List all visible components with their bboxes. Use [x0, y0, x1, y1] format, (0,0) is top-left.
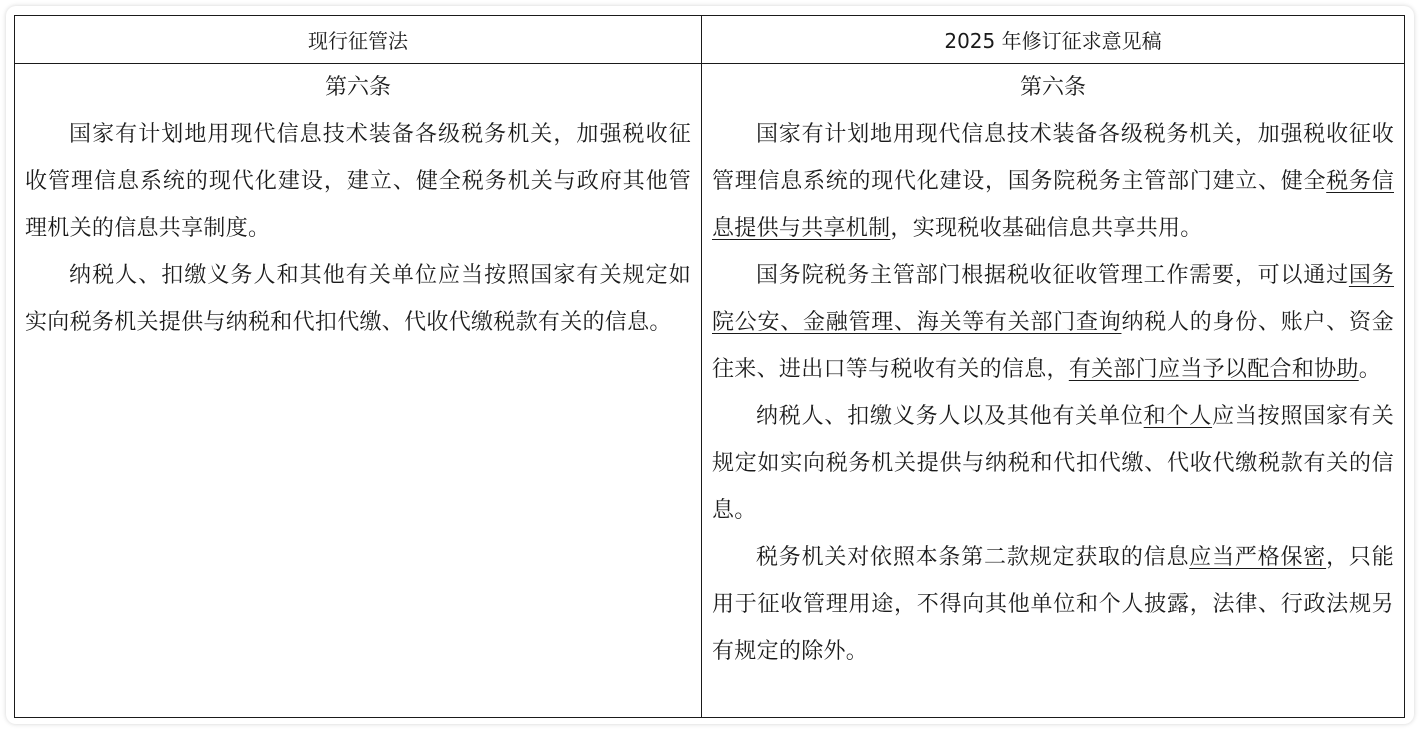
draft-p2-text-b: 纳税人的身份、账户、资金往来、进出口等与税收有关的信息，	[712, 310, 1394, 382]
draft-p3-underlined-change: 和个人	[1143, 404, 1213, 429]
draft-paragraph-4	[712, 534, 1394, 675]
draft-p2-text-c: 。	[1358, 357, 1382, 382]
current-paragraph-1: 国家有计划地用现代信息技术装备各级税务机关，加强税收征收管理信息系统的现代化建设，建立、健全税务机关与政府其他管理机关的信息共享制度。	[25, 122, 691, 241]
draft-paragraph-2	[712, 252, 1394, 393]
draft-p1-underlined-change: 税务信息提供与共享机制	[712, 169, 1394, 241]
draft-p2-underlined-change-1: 国务院公安、金融管理、海关等有关部门查询	[712, 263, 1394, 335]
draft-p2-underlined-change-2: 有关部门应当予以配合和协助	[1068, 357, 1359, 382]
current-paragraph-2: 纳税人、扣缴义务人和其他有关单位应当按照国家有关规定如实向税务机关提供与纳税和代扣代缴、代收代缴税款有关的信息。	[25, 263, 691, 335]
current-article-title: 第六条	[324, 75, 391, 100]
header-current-law: 现行征管法	[15, 16, 702, 64]
draft-paragraph-1	[712, 111, 1394, 252]
draft-p4-underlined-change: 应当严格保密	[1189, 545, 1327, 570]
header-2025-draft: 2025 年修订征求意见稿	[702, 16, 1405, 64]
draft-paragraph-3	[712, 393, 1394, 534]
content-row	[15, 64, 1405, 718]
draft-cell	[702, 64, 1405, 718]
draft-p3-text-b: 应当按照国家有关规定如实向税务机关提供与纳税和代扣代缴、代收代缴税款有关的信息。	[712, 404, 1394, 523]
draft-p1-text-a: 国家有计划地用现代信息技术装备各级税务机关，加强税收征收管理信息系统的现代化建设，国务院税务主管部门建立、健全	[712, 122, 1394, 194]
draft-p1-text-b: ，实现税收基础信息共享共用。	[890, 216, 1203, 241]
draft-p3-text-a: 纳税人、扣缴义务人以及其他有关单位	[756, 404, 1144, 429]
comparison-table	[14, 15, 1405, 718]
draft-p4-text-b: ，只能用于征收管理用途，不得向其他单位和个人披露，法律、行政法规另有规定的除外。	[712, 545, 1394, 664]
draft-article-title: 第六条	[1019, 75, 1086, 100]
draft-p4-text-a: 税务机关对依照本条第二款规定获取的信息	[756, 545, 1190, 570]
current-law-cell	[15, 64, 702, 718]
header-row	[15, 16, 1405, 64]
draft-p2-text-a: 国务院税务主管部门根据税收征收管理工作需要，可以通过	[756, 263, 1349, 288]
